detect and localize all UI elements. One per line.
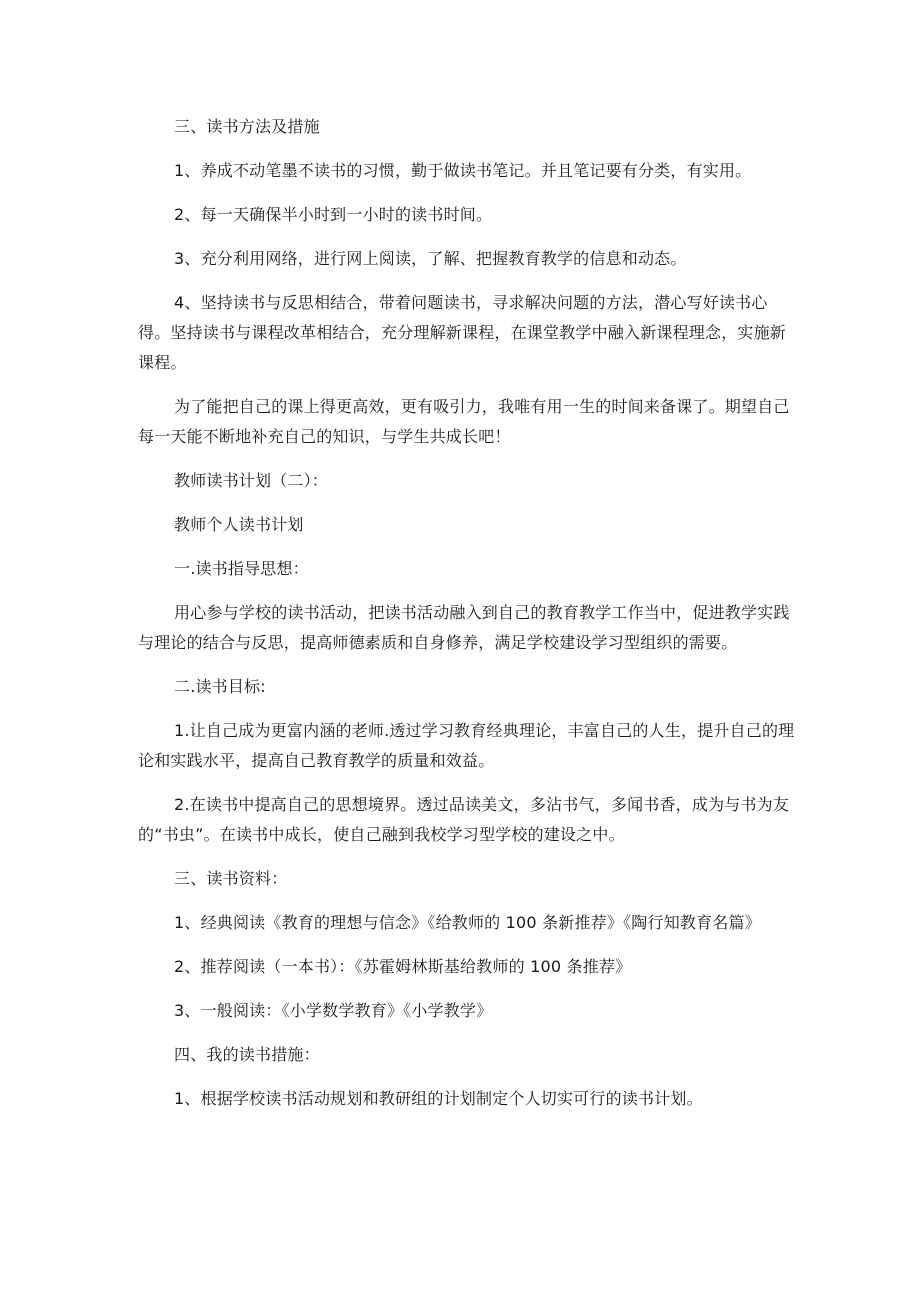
measure-item-1: 1、根据学校读书活动规划和教研组的计划制定个人切实可行的读书计划。 <box>174 1089 703 1108</box>
method-item-3: 3、充分利用网络，进行网上阅读，了解、把握教育教学的信息和动态。 <box>174 249 687 268</box>
plan-subtitle: 教师个人读书计划 <box>174 515 304 534</box>
guiding-thought-text: 用心参与学校的读书活动，把读书活动融入到自己的教育教学工作当中，促进教学实践与理论的结合与反思，提高师德素质和自身修养，满足学校建设学习型组织的需要。 <box>138 603 790 652</box>
material-item-2: 2、推荐阅读（一本书）：《苏霍姆林斯基给教师的 100 条推荐》 <box>174 957 632 976</box>
section-heading-guiding-thought: 一.读书指导思想： <box>174 559 309 578</box>
document-body <box>138 112 798 1114</box>
section-heading-goals: 二.读书目标: <box>174 677 266 696</box>
goal-item-1: 1.让自己成为更富内涵的老师.透过学习教育经典理论，丰富自己的人生，提升自己的理论和实践水平，提高自己教育教学的质量和效益。 <box>138 721 795 770</box>
goal-item-2: 2.在读书中提高自己的思想境界。透过品读美文，多沾书气，多闻书香，成为与书为友的“书虫”。在读书中成长，使自己融到我校学习型学校的建设之中。 <box>138 795 790 844</box>
section-heading-measures: 四、我的读书措施： <box>174 1045 320 1064</box>
material-item-1: 1、经典阅读《教育的理想与信念》《给教师的 100 条新推荐》《陶行知教育名篇》 <box>174 913 761 932</box>
method-item-2: 2、每一天确保半小时到一小时的读书时间。 <box>174 205 493 224</box>
method-item-1: 1、养成不动笔墨不读书的习惯，勤于做读书笔记。并且笔记要有分类，有实用。 <box>174 161 752 180</box>
method-item-4: 4、坚持读书与反思相结合，带着问题读书，寻求解决问题的方法，潜心写好读书心得。坚持读书与课程改革相结合，充分理解新课程，在课堂教学中融入新课程理念，实施新课程。 <box>138 293 787 372</box>
section-heading-materials: 三、读书资料： <box>174 869 288 888</box>
closing-paragraph: 为了能把自己的课上得更高效，更有吸引力，我唯有用一生的时间来备课了。期望自己每一天能不断地补充自己的知识，与学生共成长吧！ <box>138 397 790 446</box>
section-heading-methods: 三、读书方法及措施 <box>174 117 320 136</box>
material-item-3: 3、一般阅读：《小学数学教育》《小学教学》 <box>174 1001 493 1020</box>
plan-two-title: 教师读书计划（二）： <box>174 471 329 490</box>
